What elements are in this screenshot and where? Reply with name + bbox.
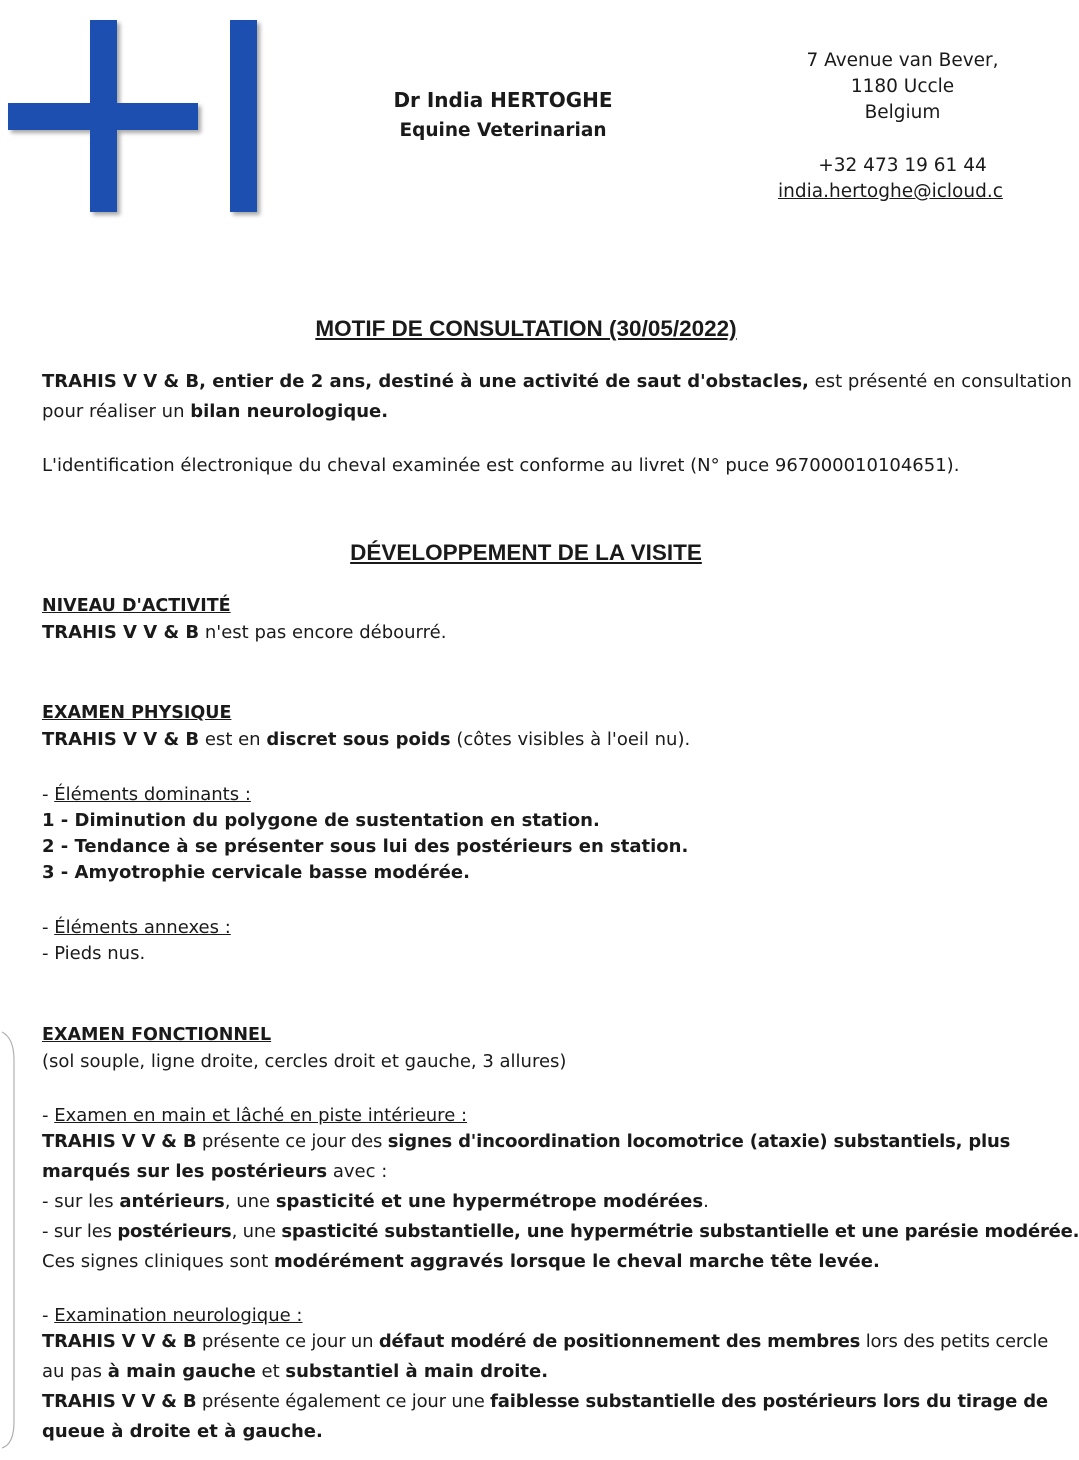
fonctionnel-bold: marqués sur les postérieurs [42, 1161, 328, 1182]
developpement-heading: DÉVELOPPEMENT DE LA VISITE [350, 540, 702, 565]
motif-horse-bold: TRAHIS V V & B, entier de 2 ans, destiné à une activité de saut d'obstacles, [42, 371, 809, 392]
neuro-bold: à main gauche [107, 1361, 256, 1382]
fonctionnel-heading: EXAMEN FONCTIONNEL [42, 1025, 272, 1045]
neuro-text: et [255, 1361, 286, 1382]
fonctionnel-line-4 [42, 1221, 1079, 1242]
dominant-item-3: 3 - Amyotrophie cervicale basse modérée. [42, 862, 470, 883]
margin-bracket [0, 1030, 20, 1450]
motif-paragraph-line-2 [42, 401, 388, 422]
horse-name: TRAHIS V V & B [42, 729, 200, 750]
fonctionnel-bold: antérieurs [119, 1191, 225, 1212]
dominants-label: - Éléments dominants : [42, 784, 251, 805]
physique-text [42, 729, 690, 750]
address-line-1: 7 Avenue van Bever, [806, 50, 999, 71]
address-line-3: Belgium [864, 102, 941, 123]
neuro-line-2 [42, 1361, 548, 1382]
neuro-bold: faiblesse substantielle des postérieurs lors du tirage de [490, 1391, 1048, 1412]
physique-heading: EXAMEN PHYSIQUE [42, 703, 232, 723]
fonctionnel-line-5 [42, 1251, 880, 1272]
email-link[interactable]: india.hertoghe@icloud.c [778, 181, 1003, 202]
motif-text: est présenté en consultation [808, 371, 1072, 392]
horse-name: TRAHIS V V & B [42, 1331, 197, 1352]
annexes-label: - Éléments annexes : [42, 917, 231, 938]
fonctionnel-text: - sur les [42, 1221, 118, 1242]
annexes-label-text: Éléments annexes : [54, 917, 231, 938]
neuro-line-3 [42, 1391, 1048, 1412]
address-line-2: 1180 Uccle [850, 76, 955, 97]
fonctionnel-bold: postérieurs [117, 1221, 232, 1242]
fonctionnel-bold: signes d'incoordination locomotrice (ataxie) substantiels, plus [387, 1131, 1011, 1152]
phone-number: +32 473 19 61 44 [818, 155, 987, 176]
neuro-text: lors des petits cercle [860, 1331, 1049, 1352]
dominants-label-text: Éléments dominants : [54, 784, 251, 805]
niveau-desc: n'est pas encore débourré. [199, 622, 447, 643]
horse-name: TRAHIS V V & B [42, 1131, 197, 1152]
motif-bilan-bold: bilan neurologique. [190, 401, 389, 422]
physique-desc: est en [199, 729, 267, 750]
neuro-text: présente également ce jour une [196, 1391, 491, 1412]
neuro-bold: substantiel à main droite. [285, 1361, 549, 1382]
vet-name: Dr India HERTOGHE [393, 88, 613, 112]
niveau-text [42, 622, 446, 643]
neuro-bold: défaut modéré de positionnement des membres [378, 1331, 861, 1352]
fonctionnel-text: . [703, 1191, 709, 1212]
horse-name: TRAHIS V V & B [42, 1391, 197, 1412]
horse-name: TRAHIS V V & B [42, 622, 200, 643]
cross-bar-logo [0, 0, 270, 230]
neuro-line-1 [42, 1331, 1048, 1352]
motif-heading: MOTIF DE CONSULTATION (30/05/2022) [315, 316, 737, 341]
fonctionnel-line-2 [42, 1161, 387, 1182]
fonctionnel-conditions: (sol souple, ligne droite, cercles droit et gauche, 3 allures) [42, 1051, 567, 1072]
physique-desc: (côtes visibles à l'oeil nu). [450, 729, 691, 750]
examen-main-label-text: Examen en main et lâché en piste intérieure : [54, 1105, 468, 1126]
neuro-text: présente ce jour un [196, 1331, 379, 1352]
fonctionnel-text: , une [231, 1221, 282, 1242]
annexe-item-1: - Pieds nus. [42, 943, 146, 964]
niveau-heading: NIVEAU D'ACTIVITÉ [42, 596, 231, 616]
neuro-label: - Examination neurologique : [42, 1305, 303, 1326]
fonctionnel-bold: spasticité substantielle, une hypermétrie substantielle et une parésie modérée. [281, 1221, 1079, 1242]
dominant-item-1: 1 - Diminution du polygone de sustentation en station. [42, 810, 600, 831]
examen-main-label: - Examen en main et lâché en piste intérieure : [42, 1105, 468, 1126]
vet-title: Equine Veterinarian [399, 120, 607, 141]
fonctionnel-text: avec : [327, 1161, 388, 1182]
motif-paragraph-line-1 [42, 371, 1072, 392]
fonctionnel-text: - sur les [42, 1191, 120, 1212]
identification-paragraph: L'identification électronique du cheval examinée est conforme au livret (N° puce 967000010104651). [42, 455, 960, 476]
neuro-text: au pas [42, 1361, 108, 1382]
neuro-line-4: queue à droite et à gauche. [42, 1421, 323, 1442]
neuro-label-text: Examination neurologique : [54, 1305, 303, 1326]
fonctionnel-text: présente ce jour des [196, 1131, 388, 1152]
fonctionnel-bold: spasticité et une hypermétrope modérées [275, 1191, 704, 1212]
fonctionnel-line-3 [42, 1191, 709, 1212]
motif-text: pour réaliser un [42, 401, 191, 422]
dominant-item-2: 2 - Tendance à se présenter sous lui des postérieurs en station. [42, 836, 689, 857]
physique-bold: discret sous poids [266, 729, 451, 750]
fonctionnel-text: , une [224, 1191, 276, 1212]
fonctionnel-line-1 [42, 1131, 1010, 1152]
fonctionnel-bold: modérément aggravés lorsque le cheval marche tête levée. [274, 1251, 880, 1272]
fonctionnel-text: Ces signes cliniques sont [42, 1251, 275, 1272]
